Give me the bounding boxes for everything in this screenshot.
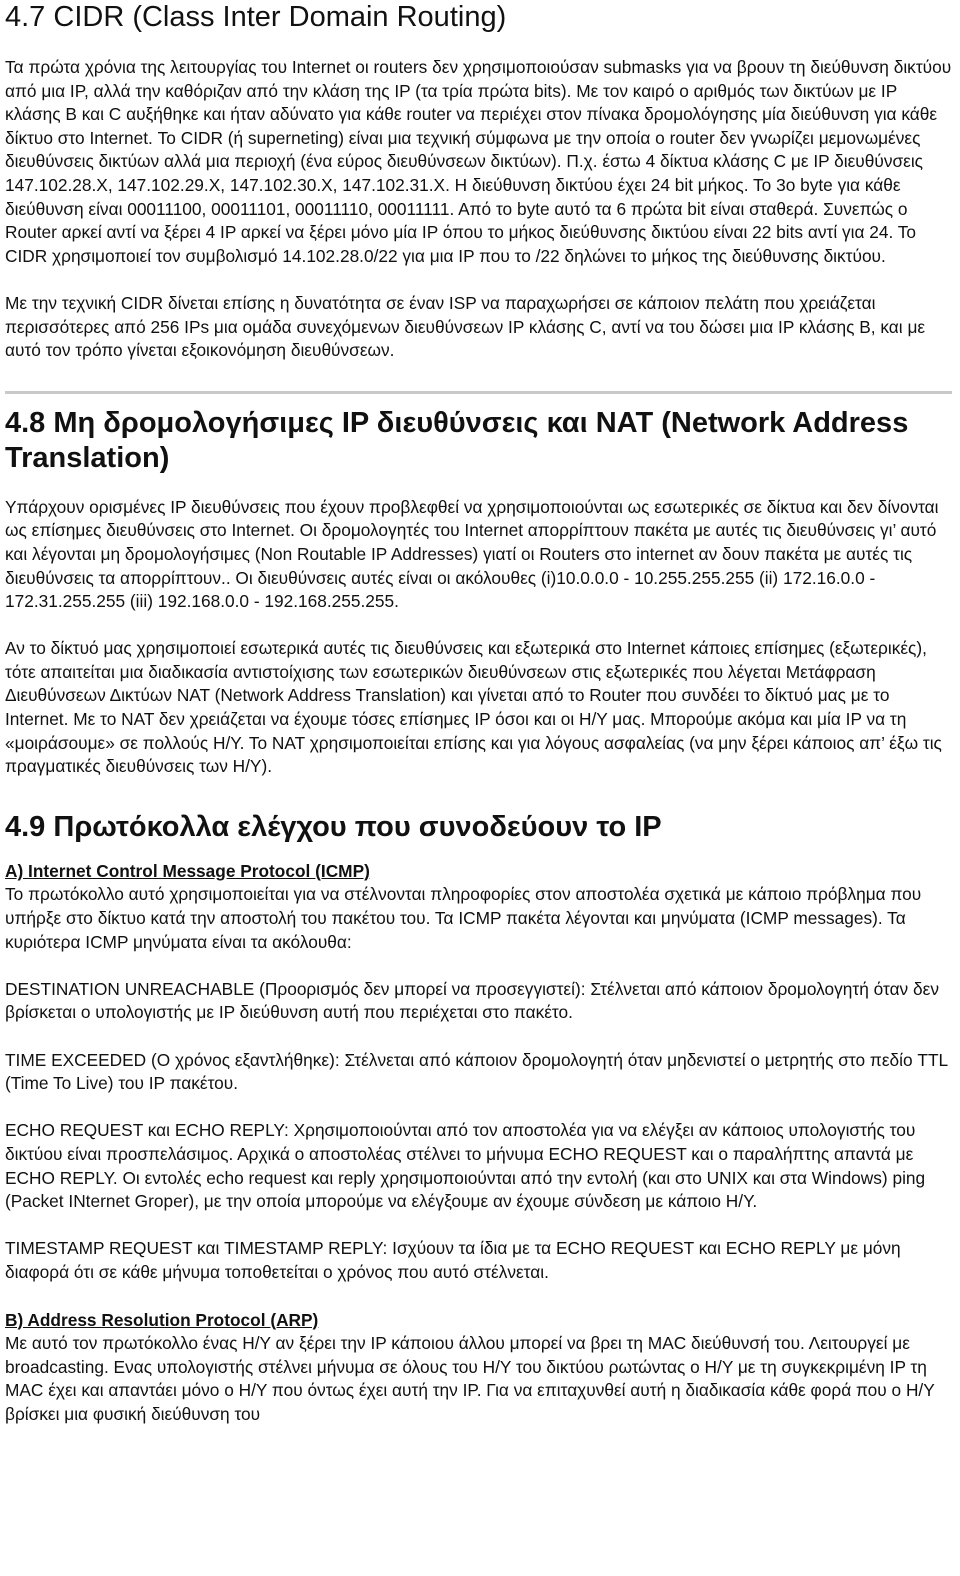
section-protocols — [5, 810, 954, 1427]
cidr-paragraph-1: Τα πρώτα χρόνια της λειτουργίας του Internet οι routers δεν χρησιμοποιούσαν submasks για να βρουν τη διεύθυνση δικτύου από μια IP, αλλά την καθόριζαν από την κλάση της IP (τα τρία πρώτα bits). Με τον καιρό ο αριθμός των δικτύων με IP κλάσης B και C αυξήθηκε και ήταν αδύνατο για κάθε router να περιέχει στον πίνακα δρομολόγησης μία διεύθυνση για κάθε δίκτυο στο Internet. Το CIDR (ή superneting) είναι μια τεχνική σύμφωνα με την οποία ο router δεν γνωρίζει μεμονωμένες διευθύνσεις δικτύων αλλά μια περιοχή (ένα εύρος διευθύνσεων δικτύων). Π.χ. έστω 4 δίκτυα κλάσης C με IP διευθύνσεις 147.102.28.X, 147.102.29.X, 147.102.30.X, 147.102.31.X. Η διεύθυνση δικτύου έχει 24 bit μήκος. Το 3ο byte για κάθε διεύθυνση είναι 00011100, 00011101, 00011110, 00011111. Από το byte αυτό τα 6 πρώτα bit είναι σταθερά. Συνεπώς ο Router αρκεί αντί να ξέρει 4 IP αρκεί να ξέρει μόνο μία IP όπου το μήκος διεύθυνσης δικτύου είναι 22 bits αντί για 24. Το CIDR χρησιμοποιεί τον συμβολισμό 14.102.28.0/22 για μια IP που το /22 δηλώνει το μήκος της διεύθυνσης δικτύου. — [5, 57, 952, 266]
section-divider — [5, 391, 952, 394]
section-title-protocols: 4.9 Πρωτόκολλα ελέγχου που συνοδεύουν το IP — [5, 810, 662, 843]
arp-paragraph-1: Με αυτό τον πρωτόκολλο ένας Η/Υ αν ξέρει την IP κάποιου άλλου μπορεί να βρει τη MAC διεύθυνσή του. Λειτουργεί με broadcasting. Ενας υπολογιστής στέλνει μήνυμα σε όλους του Η/Υ του δικτύου ρωτώντας ο Η/Υ με τη συγκεκριμένη IP τη MAC έχει και απαντάει μόνο ο Η/Υ που όντως έχει αυτή την IP. Για να επιταχυνθεί αυτή η διαδικασία κάθε φορά που ο Η/Υ βρίσκει μια φυσική διεύθυνση του — [5, 1333, 935, 1424]
section-title-nat: 4.8 Μη δρομολογήσιμες IP διευθύνσεις και NAT (Network Address Translation) — [5, 406, 909, 474]
arp-heading: B) Address Resolution Protocol (ARP) — [5, 1309, 319, 1330]
icmp-timestamp: TIMESTAMP REQUEST και TIMESTAMP REPLY: Ισχύουν τα ίδια με τα ECHO REQUEST και ECHO REPLY με μόνη διαφορά ότι σε κάθε μήνυμα τοποθετείται ο χρόνος που αυτό στέλνεται. — [5, 1238, 901, 1282]
section-nat — [5, 406, 954, 779]
nat-paragraph-2: Αν το δίκτυό μας χρησιμοποιεί εσωτερικά αυτές τις διευθύνσεις και εξωτερικά στο Internet κάποιες επίσημες (εξωτερικές), τότε απαιτείται μια διαδικασία αντιστοίχισης των εσωτερικών διευθύνσεων στις εξωτερικές που λέγεται Μετάφραση Διευθύνσεων Δικτύων NAT (Network Address Translation) και γίνεται από το Router που συνδέει το δίκτυό μας με το Internet. Με το NAT δεν χρειάζεται να έχουμε τόσες επίσημες IP όσοι και οι Η/Υ μας. Μπορούμε ακόμα και μία IP να τη «μοιράσουμε» σε πολλούς Η/Υ. Το NAT χρησιμοποιείται επίσης και για λόγους ασφαλείας (να μην ξέρει κάποιος απ’ έξω τις πραγματικές διευθύνσεις των Η/Υ). — [5, 638, 942, 777]
icmp-destination-unreachable: DESTINATION UNREACHABLE (Προορισμός δεν μπορεί να προσεγγιστεί): Στέλνεται από κάποιον δρομολογητή όταν δεν βρίσκεται ο υπολογιστής με IP διεύθυνση αυτή που περιέχεται στο πακέτο. — [5, 978, 939, 1023]
icmp-echo: ECHO REQUEST και ECHO REPLY: Χρησιμοποιούνται από τον αποστολέα για να ελέγξει αν κάποιος υπολογιστής του δικτύου είναι προσπελάσιμος. Αρχικά ο αποστολέας στέλνει το μήνυμα ECHO REQUEST και ο παραλήπτης απαντά με ECHO REPLY. Οι εντολές echo request και reply χρησιμοποιούνται από την εντολή (και στο UNIX και στα Windows) ping (Packet INternet Groper), με την οποία μπορούμε να ελέγξουμε αν έχουμε σύνδεση με κάποιο Η/Υ. — [5, 1120, 926, 1212]
section-title-cidr: 4.7 CIDR (Class Inter Domain Routing) — [5, 1, 507, 33]
icmp-paragraph-1: Το πρωτόκολλο αυτό χρησιμοποιείται για να στέλνονται πληροφορίες στον αποστολέα σχετικά με κάποιο πρόβλημα που υπήρξε στο δίκτυο κατά την αποστολή του πακέτου του. Τα ICMP πακέτα λέγονται και μηνύματα (ICMP messages). Τα κυριότερα ICMP μηνύματα είναι τα ακόλουθα: — [5, 884, 922, 952]
icmp-time-exceeded: TIME EXCEEDED (Ο χρόνος εξαντλήθηκε): Στέλνεται από κάποιον δρομολογητή όταν μηδενιστεί ο μετρητής στο πεδίο TTL (Time To Live) του IP πακέτου. — [5, 1049, 948, 1094]
cidr-paragraph-2: Με την τεχνική CIDR δίνεται επίσης η δυνατότητα σε έναν ISP να παραχωρήσει σε κάποιον πελάτη που χρειάζεται περισσότερες από 256 IPs μια ομάδα συνεχόμενων διευθύνσεων IP κλάσης C, αντί να του δώσει μια IP κλάσης B, και με αυτό τον τρόπο γίνεται εξοικονόμηση διευθύνσεων. — [5, 292, 926, 361]
section-cidr — [5, 0, 954, 363]
icmp-heading: A) Internet Control Message Protocol (ICMP) — [5, 860, 370, 881]
nat-paragraph-1: Υπάρχουν ορισμένες IP διευθύνσεις που έχουν προβλεφθεί να χρησιμοποιούνται ως εσωτερικές σε δίκτυα και δεν δίνονται ως επίσημες διευθύνσεις στο Internet. Οι δρομολογητές του Internet απορρίπτουν πακέτα με αυτές τις διευθύνσεις γι’ αυτό και λέγονται μη δρομολογήσιμες (Non Routable IP Addresses) γιατί οι Routers στο internet αν δουν πακέτα με αυτές τις διευθύνσεις τα απορρίπτουν.. Οι διευθύνσεις αυτές είναι οι ακόλουθες (i)10.0.0.0 - 10.255.255.255 (ii) 172.16.0.0 - 172.31.255.255 (iii) 192.168.0.0 - 192.168.255.255. — [5, 496, 939, 612]
